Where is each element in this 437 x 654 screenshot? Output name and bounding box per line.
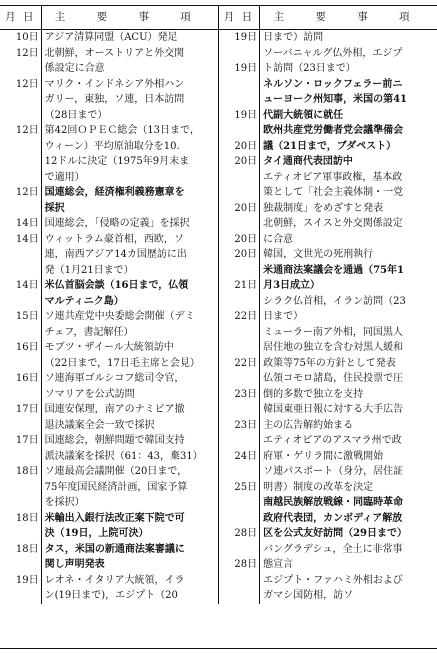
event-entry	[45, 433, 216, 464]
event-entry	[45, 123, 216, 185]
entry-date-spacer	[0, 495, 39, 511]
entry-date	[219, 309, 257, 356]
event-entry	[45, 232, 216, 279]
entry-date-spacer	[0, 480, 39, 496]
entry-date-spacer	[0, 325, 39, 341]
entry-date-spacer	[219, 325, 257, 341]
event-text-line: ューヨーク州知事，米国の第41	[263, 94, 407, 105]
event-text-line: 韓国東亜日報に対する大手広告	[263, 404, 404, 415]
entry-date	[219, 232, 257, 248]
event-text-line: 採択	[44, 202, 65, 214]
event-text-line: ガマシ国防相，訪ソ	[263, 590, 354, 601]
entry-date-spacer	[219, 573, 257, 589]
event-text-line: ガリー，東独，ソ連，日本訪問	[44, 94, 185, 105]
entry-date	[219, 449, 257, 480]
event-text-line: 議（21日まで，ブダペスト）	[263, 140, 397, 152]
entry-date	[0, 123, 39, 185]
event-entry	[45, 309, 216, 340]
event-text-line: アジア清算同盟（ACU）発足	[44, 32, 178, 43]
event-text-line: ウィーン）平均原油取分を10.	[44, 140, 180, 152]
event-text-line: 北朝鮮，オーストリアと外交関	[44, 47, 185, 59]
event-text-line: 75年度国民経済計画，国家予算	[44, 481, 188, 493]
event-text-line: ウィットラム豪首相，西欧，ソ	[44, 233, 184, 245]
entry-date-text: 18日	[15, 512, 39, 524]
event-text-line: ミューラー南ア外相，同国黒人	[263, 326, 403, 338]
entry-date-text: 12日	[15, 187, 39, 198]
entry-date-text: 22日	[234, 311, 258, 322]
event-text-line: で適用）	[44, 171, 85, 183]
entry-date-spacer	[0, 154, 39, 170]
event-text-line: 国連総会，朝鮮問題で韓国支持	[44, 435, 185, 446]
entry-date-spacer	[219, 216, 257, 232]
event-text-line: チェフ，書記解任）	[44, 326, 134, 338]
event-entry	[45, 573, 216, 604]
entry-date-text: 12日	[15, 78, 39, 90]
event-text-line: ト訪問（23日まで）	[263, 63, 356, 74]
entry-date-spacer	[0, 294, 39, 310]
entry-date-text: 25日	[234, 481, 258, 493]
entry-date	[0, 46, 39, 77]
event-entry	[45, 46, 216, 77]
entry-date-spacer	[0, 170, 39, 186]
entry-date-spacer	[0, 92, 39, 108]
event-text-line: エティオピアのアスマラ州で政	[263, 435, 402, 446]
entry-date	[219, 278, 257, 309]
event-text-line: （22日まで，17日毛主席と会見）	[44, 357, 200, 369]
entry-date	[219, 154, 257, 201]
entry-date-text: 20日	[234, 233, 258, 245]
entry-date	[0, 433, 39, 464]
event-text-line: 南越民族解放戦線・同臨時革命	[263, 497, 404, 508]
event-text-line: ソマリアを公式訪問	[44, 388, 135, 400]
entry-date-spacer	[0, 557, 39, 573]
entry-date-spacer	[219, 371, 257, 387]
entry-date	[0, 216, 39, 232]
event-text-line: 居住地の独立を含む対黒人緩和	[263, 342, 404, 353]
entry-date	[0, 573, 39, 604]
entry-date	[0, 542, 39, 573]
entry-date	[219, 61, 257, 108]
entry-date	[0, 340, 39, 371]
left-text-column	[41, 30, 218, 604]
entry-date-text: 16日	[15, 373, 39, 384]
event-text-line: 退決議案全会一致で採択	[44, 419, 155, 431]
event-entry	[45, 542, 216, 573]
entry-date-text: 18日	[15, 466, 39, 477]
event-entry	[263, 402, 435, 433]
event-entry	[45, 371, 216, 402]
entry-date-text: 21日	[234, 280, 258, 291]
event-text-line: 府軍・ゲリラ間に激戦開始	[263, 450, 384, 462]
event-text-line: バングラデシュ，全土に非常事	[263, 543, 403, 555]
event-text-line: エジプト・ファハミ外相および	[263, 574, 403, 586]
entry-date	[219, 480, 257, 527]
entry-date-text: 15日	[15, 311, 39, 322]
event-entry	[263, 542, 435, 573]
table-header-row	[0, 6, 437, 30]
event-entry	[45, 464, 216, 511]
event-text-line: 日まで）	[263, 311, 304, 322]
entry-date-spacer	[219, 77, 257, 93]
entry-date	[219, 387, 257, 418]
entry-date-spacer	[219, 433, 257, 449]
entry-date	[0, 511, 39, 542]
event-entry	[263, 433, 435, 464]
date-column-header: 月 日	[218, 6, 259, 30]
event-text-line: 韓国，文世光の死刑執行	[263, 249, 374, 260]
entry-date-text: 19日	[234, 32, 258, 43]
entry-date-spacer	[219, 464, 257, 480]
event-text-line: タイ通商代表団訪中	[263, 156, 353, 167]
entry-date-spacer	[219, 294, 257, 310]
entry-date-spacer	[0, 418, 39, 434]
entry-date-spacer	[219, 185, 257, 201]
event-entry	[45, 402, 216, 433]
event-text-line: 態宣言	[263, 559, 294, 570]
entry-date-spacer	[219, 542, 257, 558]
entry-date-text: 19日	[15, 574, 39, 586]
event-text-line: マリク・インドネシア外相ハン	[44, 78, 185, 90]
event-entry	[45, 30, 216, 46]
event-text-line: 係設定に合意	[44, 63, 105, 74]
date-column-header: 月 日	[0, 6, 41, 30]
event-entry	[263, 216, 435, 247]
entry-date	[0, 464, 39, 511]
event-text-line: 派決議案を採択（61：43，棄31）	[44, 450, 203, 462]
entry-date	[219, 356, 257, 387]
entry-date	[0, 402, 39, 433]
entry-date-spacer	[219, 46, 257, 62]
entry-date-text: 24日	[234, 450, 258, 462]
event-text-line: 発（1月21日まで）	[44, 264, 134, 276]
event-text-line: 決（19日，上院可決）	[44, 528, 149, 539]
entry-date	[219, 526, 257, 557]
event-entry	[45, 185, 216, 216]
event-text-line: 策として「社会主義体制・一党	[263, 187, 404, 198]
entry-date-spacer	[0, 139, 39, 155]
event-text-line: 仏領コモロ諸島，住民投票で圧	[263, 373, 404, 384]
entry-date-spacer	[0, 108, 39, 124]
event-text-line: レオネ・イタリア大統領，イラ	[44, 574, 185, 586]
entry-date-spacer	[219, 402, 257, 418]
event-entry	[263, 263, 435, 294]
entry-date-spacer	[219, 170, 257, 186]
right-text-column	[260, 30, 437, 604]
event-text-line: 米仏首脳会談（16日まで，仏領	[44, 280, 189, 291]
entry-date	[0, 77, 39, 124]
event-text-line: 明書）制度の改革を決定	[263, 481, 374, 493]
entry-date-text: 17日	[15, 404, 39, 415]
event-entry	[45, 216, 216, 232]
entry-date	[219, 108, 257, 139]
event-entry	[45, 77, 216, 124]
event-text-line: ソ連共産党中央委総会開催（デミ	[44, 311, 195, 322]
event-entry	[45, 278, 216, 309]
entry-date-text: 22日	[234, 357, 258, 369]
event-entry	[263, 573, 435, 604]
event-text-line: モブツ・ザイール大統領訪中	[44, 342, 174, 353]
event-text-line: 月3日成立）	[263, 280, 321, 291]
event-entry	[263, 464, 435, 495]
entry-date-text: 23日	[234, 419, 258, 431]
event-text-line: ネルソン・ロックフェラー前ニ	[263, 78, 403, 90]
event-text-line: 政府代表団，カンボディア解放	[263, 512, 403, 524]
entry-date-text: 20日	[234, 156, 258, 167]
text-column-header: 主 要 事 項	[41, 6, 218, 30]
chronology-table	[0, 5, 437, 604]
event-text-line: 12ドルに決定（1975年9月末ま	[44, 156, 190, 167]
event-text-line: 第42回ＯＰＥＣ総会（13日まで，	[44, 125, 200, 136]
left-date-column	[0, 30, 41, 604]
entry-date	[0, 185, 39, 216]
table-body-row	[0, 30, 437, 604]
entry-date-spacer	[0, 247, 39, 263]
entry-date	[0, 232, 39, 279]
entry-date-text: 19日	[234, 109, 258, 121]
event-text-line: （28日まで）	[44, 109, 108, 121]
event-text-line: 国連総会，経済権利義務憲章を	[44, 187, 185, 198]
entry-date	[219, 139, 257, 155]
entry-date-spacer	[0, 387, 39, 403]
entry-date-text: 18日	[15, 543, 39, 555]
event-entry	[263, 247, 435, 263]
entry-date-spacer	[219, 92, 257, 108]
event-text-line: 政策等75年の方針として発表	[263, 357, 396, 369]
event-text-line: 米通商法案議会を通過（75年1	[263, 264, 404, 276]
event-text-line: 区を公式友好訪問（29日まで）	[263, 528, 407, 539]
entry-date-spacer	[219, 263, 257, 279]
event-entry	[263, 30, 435, 46]
entry-date-text: 14日	[15, 280, 39, 291]
bottom-rule	[0, 648, 437, 649]
event-text-line: 主の広告解約始まる	[263, 419, 354, 431]
entry-date	[0, 30, 39, 46]
event-text-line: 関し声明発表	[44, 559, 105, 570]
entry-date-text: 28日	[234, 528, 258, 539]
entry-date-spacer	[0, 61, 39, 77]
event-text-line: 国連総会，「侵略の定義」を採択	[44, 218, 190, 229]
event-entry	[263, 325, 435, 372]
entry-date	[219, 418, 257, 449]
event-text-line: マルティニク島）	[44, 295, 124, 307]
event-text-line: 独裁制度」をめざすと発表	[263, 202, 384, 214]
event-entry	[263, 154, 435, 170]
event-text-line: 国連安保理，南アのナミビア撤	[44, 404, 185, 415]
entry-date	[219, 557, 257, 588]
event-text-line: 欧州共産党労働者党会議準備会	[263, 125, 404, 136]
event-entry	[45, 340, 216, 371]
entry-date-text: 12日	[15, 47, 39, 59]
entry-date-text: 14日	[15, 218, 39, 229]
entry-date	[0, 309, 39, 340]
event-text-line: 米輸出入銀行法改正案下院で可	[44, 512, 185, 524]
entry-date-text: 14日	[15, 233, 39, 245]
entry-date-text: 20日	[234, 140, 258, 152]
event-text-line: ソ連最高会議開催（20日まで，	[44, 466, 188, 477]
entry-date-spacer	[0, 263, 39, 279]
text-column-header: 主 要 事 項	[260, 6, 437, 30]
entry-date-spacer	[219, 495, 257, 511]
entry-date-text: 20日	[234, 202, 258, 214]
event-entry	[263, 371, 435, 402]
event-entry	[263, 170, 435, 217]
event-text-line: 代副大統領に就任	[263, 109, 344, 121]
event-entry	[263, 77, 435, 124]
entry-date-spacer	[0, 201, 39, 217]
entry-date	[219, 201, 257, 232]
entry-date-text: 20日	[234, 249, 258, 260]
entry-date-text: 12日	[15, 125, 39, 136]
entry-date-spacer	[0, 356, 39, 372]
entry-date-text: 10日	[15, 32, 39, 43]
event-text-line: ソ連海軍ゴルシコフ総司令官，	[44, 373, 185, 384]
entry-date	[0, 278, 39, 309]
entry-date	[219, 30, 257, 61]
right-date-column	[218, 30, 259, 604]
entry-date-text: 17日	[15, 435, 39, 446]
event-entry	[263, 46, 435, 77]
event-text-line: を採択）	[44, 497, 85, 508]
entry-date-text: 16日	[15, 342, 39, 353]
event-text-line: ソ連パスポート（身分，居住証	[263, 466, 404, 477]
event-text-line: に合意	[263, 233, 294, 245]
entry-date-text: 19日	[234, 63, 258, 74]
entry-date-spacer	[219, 123, 257, 139]
entry-date-text: 28日	[234, 559, 258, 570]
event-text-line: ソーバニャルグ仏外相，エジプ	[263, 47, 403, 59]
event-text-line: タス，米国の新通商法案審議に	[44, 543, 185, 555]
event-text-line: ン(19日まで)，エジプト（20	[44, 590, 178, 601]
event-text-line: エティオピア軍事政権，基本政	[263, 171, 403, 183]
event-entry	[263, 294, 435, 325]
event-entry	[263, 123, 435, 154]
event-text-line: 北朝鮮，スイスと外交関係設定	[263, 218, 403, 229]
entry-date-spacer	[0, 526, 39, 542]
event-text-line: 倒的多数で独立を支持	[263, 388, 364, 400]
entry-date	[219, 247, 257, 278]
entry-date-spacer	[0, 449, 39, 465]
entry-date-spacer	[0, 588, 39, 604]
entry-date	[0, 371, 39, 402]
event-text-line: シラク仏首相，イラン訪問（23	[263, 295, 406, 307]
entry-date-text: 23日	[234, 388, 258, 400]
event-text-line: 日まで）訪問	[263, 32, 324, 43]
event-entry	[45, 511, 216, 542]
entry-date-spacer	[219, 511, 257, 527]
entry-date-spacer	[219, 340, 257, 356]
event-entry	[263, 495, 435, 542]
event-text-line: 連，南西アジア14カ国歴訪に出	[44, 249, 187, 260]
